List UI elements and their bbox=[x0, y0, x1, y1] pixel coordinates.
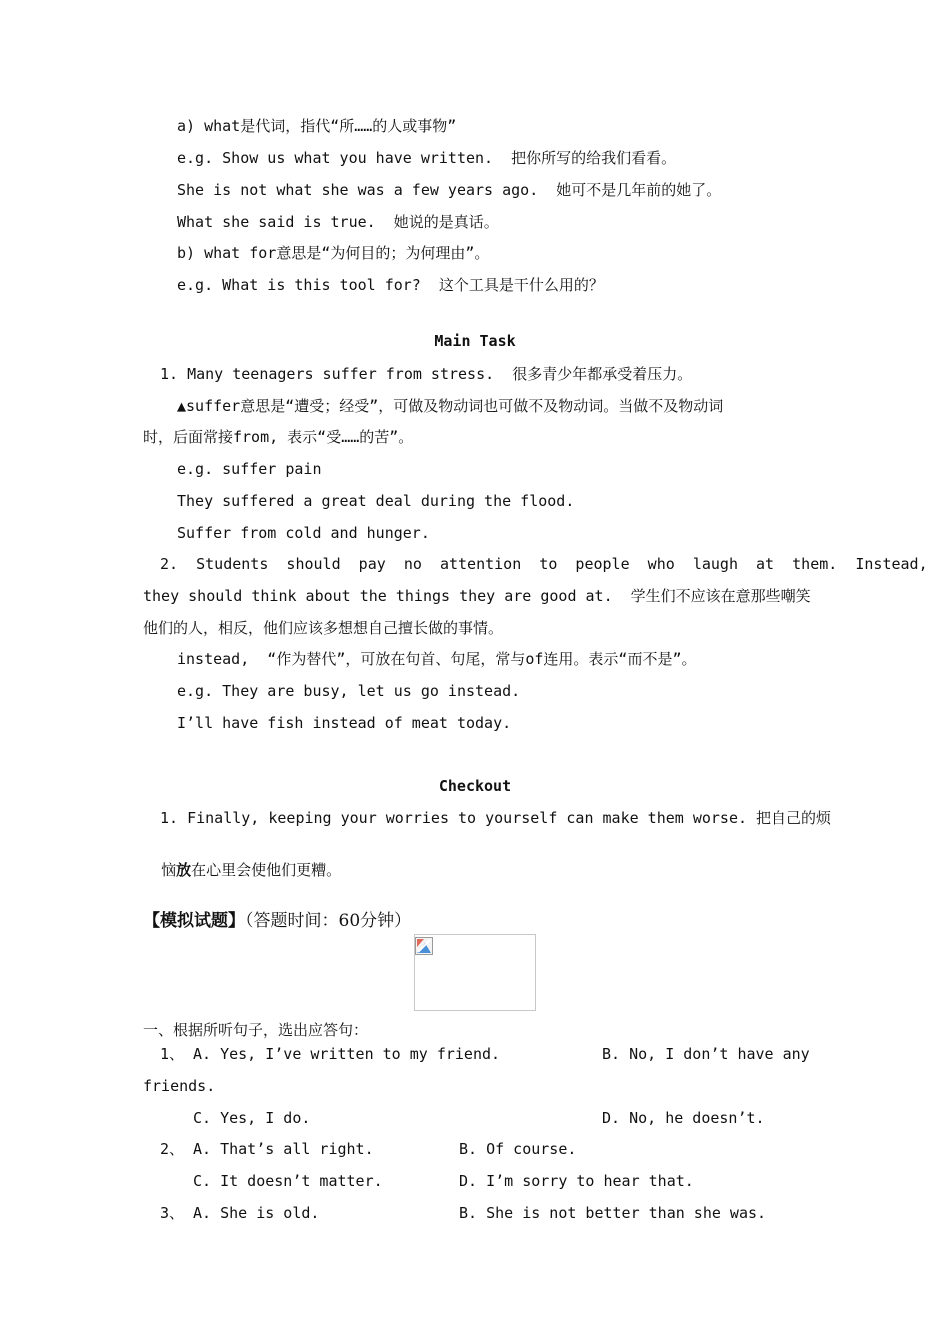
text-line: they should think about the things they are good at. 学生们不应该在意那些嘲笑 bbox=[143, 587, 811, 605]
option-b-continued: friends. bbox=[143, 1077, 216, 1095]
option-b: B. No, I don’t have any bbox=[602, 1045, 810, 1063]
option-d: D. No, he doesn’t. bbox=[602, 1109, 765, 1127]
text-fragment: 在心里会使他们更糟。 bbox=[191, 861, 342, 879]
text-line: e.g. Show us what you have written. 把你所写的给我们看看。 bbox=[177, 149, 677, 167]
test-title-bold: 【模拟试题】 bbox=[143, 911, 245, 931]
text-line: 时，后面常接from, 表示“受……的苦”。 bbox=[143, 428, 414, 446]
text-line: ▲suffer意思是“遭受；经受”，可做及物动词也可做不及物动词。当做不及物动词 bbox=[177, 397, 724, 415]
text-line bbox=[143, 840, 341, 880]
text-line: She is not what she was a few years ago. 她可不是几年前的她了。 bbox=[177, 181, 722, 199]
text-line: What she said is true. 她说的是真话。 bbox=[177, 213, 499, 231]
option-b: B. Of course. bbox=[459, 1140, 577, 1158]
text-line: a) what是代词，指代“所……的人或事物” bbox=[177, 117, 457, 135]
text-line: They suffered a great deal during the flood. bbox=[177, 492, 575, 510]
question-number: 1、 bbox=[160, 1045, 185, 1063]
option-b: B. She is not better than she was. bbox=[459, 1204, 767, 1222]
option-d: D. I’m sorry to hear that. bbox=[459, 1172, 694, 1190]
text-line: e.g. suffer pain bbox=[177, 460, 322, 478]
text-line: e.g. What is this tool for? 这个工具是干什么用的？ bbox=[177, 276, 604, 294]
text-line: 1. Finally, keeping your worries to yourself can make them worse. 把自己的烦 bbox=[160, 809, 832, 827]
question-number: 3、 bbox=[160, 1204, 185, 1222]
option-a: A. That’s all right. bbox=[193, 1140, 374, 1158]
text-line: 1. Many teenagers suffer from stress. 很多青少年都承受着压力。 bbox=[160, 365, 693, 383]
text-fragment: 恼 bbox=[161, 861, 177, 879]
text-line: 他们的人，相反，他们应该多想想自己擅长做的事情。 bbox=[143, 619, 504, 637]
section-heading-main-task: Main Task bbox=[434, 332, 516, 350]
text-line: b) what for意思是“为何目的；为何理由”。 bbox=[177, 244, 490, 262]
section-heading-checkout: Checkout bbox=[438, 777, 512, 795]
bold-fragment: 放 bbox=[176, 861, 192, 879]
question-number: 2、 bbox=[160, 1140, 185, 1158]
test-title-time: （答题时间：60分钟） bbox=[245, 911, 412, 931]
text-line: 2. Students should pay no attention to people who laugh at them. Instead, bbox=[160, 555, 928, 573]
text-line: instead, “作为替代”，可放在句首、句尾，常与of连用。表示“而不是”。 bbox=[177, 650, 697, 668]
broken-image-icon bbox=[415, 937, 433, 955]
text-line: e.g. They are busy, let us go instead. bbox=[177, 682, 521, 700]
text-line: Suffer from cold and hunger. bbox=[177, 524, 430, 542]
text-line: I’ll have fish instead of meat today. bbox=[177, 714, 512, 732]
option-c: C. Yes, I do. bbox=[193, 1109, 311, 1127]
test-title bbox=[143, 910, 411, 932]
option-a: A. Yes, I’ve written to my friend. bbox=[193, 1045, 501, 1063]
option-c: C. It doesn’t matter. bbox=[193, 1172, 383, 1190]
option-a: A. She is old. bbox=[193, 1204, 320, 1222]
part-title: 一、根据所听句子，选出应答句： bbox=[143, 1021, 369, 1039]
image-placeholder bbox=[414, 934, 536, 1011]
